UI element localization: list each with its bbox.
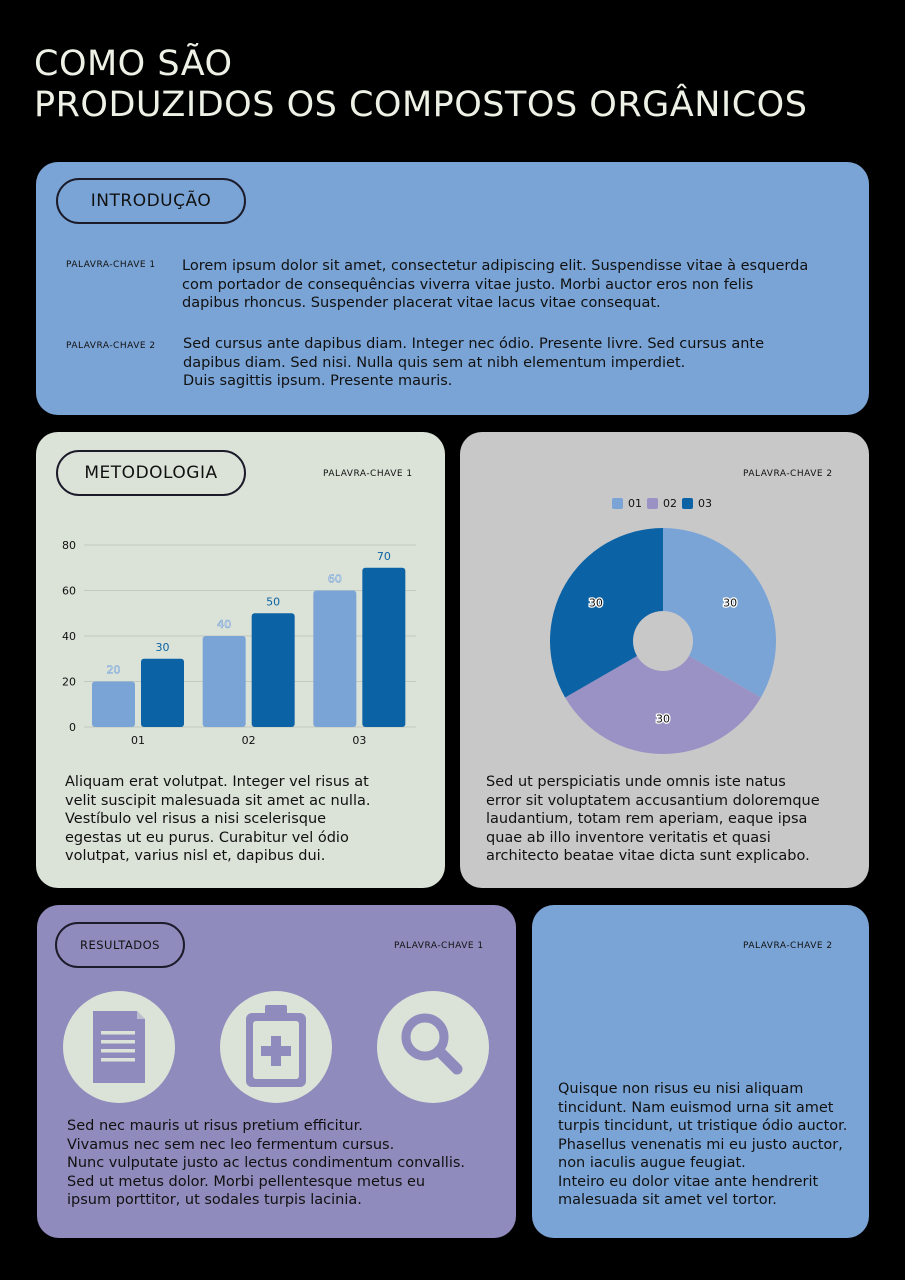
methodology-card [36,432,445,888]
page-title-line-1: COMO SÃO [34,44,233,84]
x-tick-label: 01 [131,734,145,747]
x-tick-label: 03 [352,734,367,747]
blue-card-line: non iaculis augue feugiat. [558,1155,746,1171]
intro-paragraph-2 [183,335,764,391]
pie-data-label: 30 [723,596,738,610]
bar [252,613,295,727]
intro-p1-line: dapibus rhoncus. Suspender placerat vitae lacus vitae consequat. [182,295,661,311]
pie-data-label: 30 [656,712,670,726]
intro-p2-line: dapibus diam. Sed nisi. Nulla quis sem at nibh elementum imperdiet. [183,354,686,371]
intro-p1-line: Lorem ipsum dolor sit amet, consectetur adipiscing elit. Suspendisse vitae à esquerda [182,258,809,274]
results-paragraph [67,1117,465,1210]
intro-keyword-2: PALAVRA-CHAVE 2 [66,341,156,351]
bar [362,568,405,727]
blue-card-line: Quisque non risus eu nisi aliquam [558,1081,804,1097]
blue-card-line: Inteiro eu dolor vitae ante hendrerit [558,1173,819,1190]
pie-paragraph [486,773,820,866]
results-heading: RESULTADOS [55,922,185,968]
blue-card-line: tincidunt. Nam euismod urna sit amet [558,1099,834,1116]
y-tick-label: 60 [62,584,76,598]
bar-data-label: 20 [106,663,121,677]
blue-card-line: malesuada sit amet vel tortor. [558,1192,777,1208]
bar [313,591,356,728]
results-line: Sed nec mauris ut risus pretium efficitur. [67,1118,363,1134]
results-line: ipsum porttitor, ut sodales turpis lacinia. [67,1192,362,1208]
results-line: Vivamus nec sem nec leo fermentum cursus. [67,1136,395,1153]
methodology-line: egestas ut eu purus. Curabitur vel ódio [65,829,349,846]
results-line: Sed ut metus dolor. Morbi pellentesque metus eu [67,1173,426,1190]
bar [92,682,135,728]
bar-data-label: 70 [376,549,391,563]
bar-data-label: 30 [155,640,170,654]
y-tick-label: 20 [62,675,76,689]
magnifier-icon [377,991,489,1103]
y-tick-label: 80 [62,539,76,552]
results-keyword: PALAVRA-CHAVE 1 [394,941,484,951]
blue-card-keyword: PALAVRA-CHAVE 2 [743,941,833,951]
intro-paragraph-1 [182,257,808,313]
methodology-line: Aliquam erat volutpat. Integer vel risus at [65,774,369,790]
pie-chart [460,432,869,762]
pie-line: laudantium, totam rem aperiam, eaque ipsa [486,811,808,827]
pie-card [460,432,869,888]
intro-keyword-1: PALAVRA-CHAVE 1 [66,260,156,270]
legend-label: 01 [628,497,642,510]
pie-line: Sed ut perspiciatis unde omnis iste natus [486,774,786,790]
page-title-line-2: PRODUZIDOS OS COMPOSTOS ORGÂNICOS [34,85,808,125]
pie-line: architecto beatae vitae dicta sunt explicabo. [486,848,810,864]
keyword-2-card [532,905,869,1238]
blue-card-paragraph [558,1080,847,1210]
intro-p2-line: Duis sagittis ipsum. Presente mauris. [183,373,453,389]
page-title [34,44,807,126]
methodology-keyword: PALAVRA-CHAVE 1 [323,469,413,479]
results-line: Nunc vulputate justo ac lectus condimentum convallis. [67,1155,466,1171]
results-card [37,905,516,1238]
bar [203,636,246,727]
pie-keyword: PALAVRA-CHAVE 2 [743,469,833,479]
bar-data-label: 60 [327,572,342,586]
pie-line: error sit voluptatem accusantium doloremque [486,792,820,809]
methodology-paragraph [65,773,370,866]
methodology-heading: METODOLOGIA [56,450,246,496]
bar-chart [36,432,445,762]
legend-label: 02 [663,497,677,510]
methodology-line: volutpat, varius nisl et, dapibus dui. [65,848,326,864]
y-tick-label: 40 [62,630,76,643]
medical-clipboard-icon [220,991,332,1103]
legend-label: 03 [698,497,712,510]
intro-card [36,162,869,415]
bar-data-label: 50 [266,595,281,609]
pie-line: quae ab illo inventore veritatis et quasi [486,829,771,846]
y-tick-label: 0 [69,721,76,734]
document-icon [63,991,175,1103]
blue-card-line: Phasellus venenatis mi eu justo auctor, [558,1136,843,1153]
intro-heading: INTRODUÇÃO [56,178,246,224]
methodology-line: Vestíbulo vel risus a nisi scelerisque [65,811,327,827]
bar [141,659,184,727]
pie-data-label: 30 [588,596,603,610]
blue-card-line: turpis tincidunt, ut tristique ódio auctor. [558,1118,848,1134]
intro-p1-line: com portador de consequências viverra vitae justo. Morbi auctor eros non felis [182,276,754,293]
bar-data-label: 40 [217,618,232,631]
intro-p2-line: Sed cursus ante dapibus diam. Integer nec ódio. Presente livre. Sed cursus ante [183,336,765,352]
methodology-line: velit suscipit malesuada sit amet ac nulla. [65,792,371,809]
x-tick-label: 02 [241,734,256,747]
